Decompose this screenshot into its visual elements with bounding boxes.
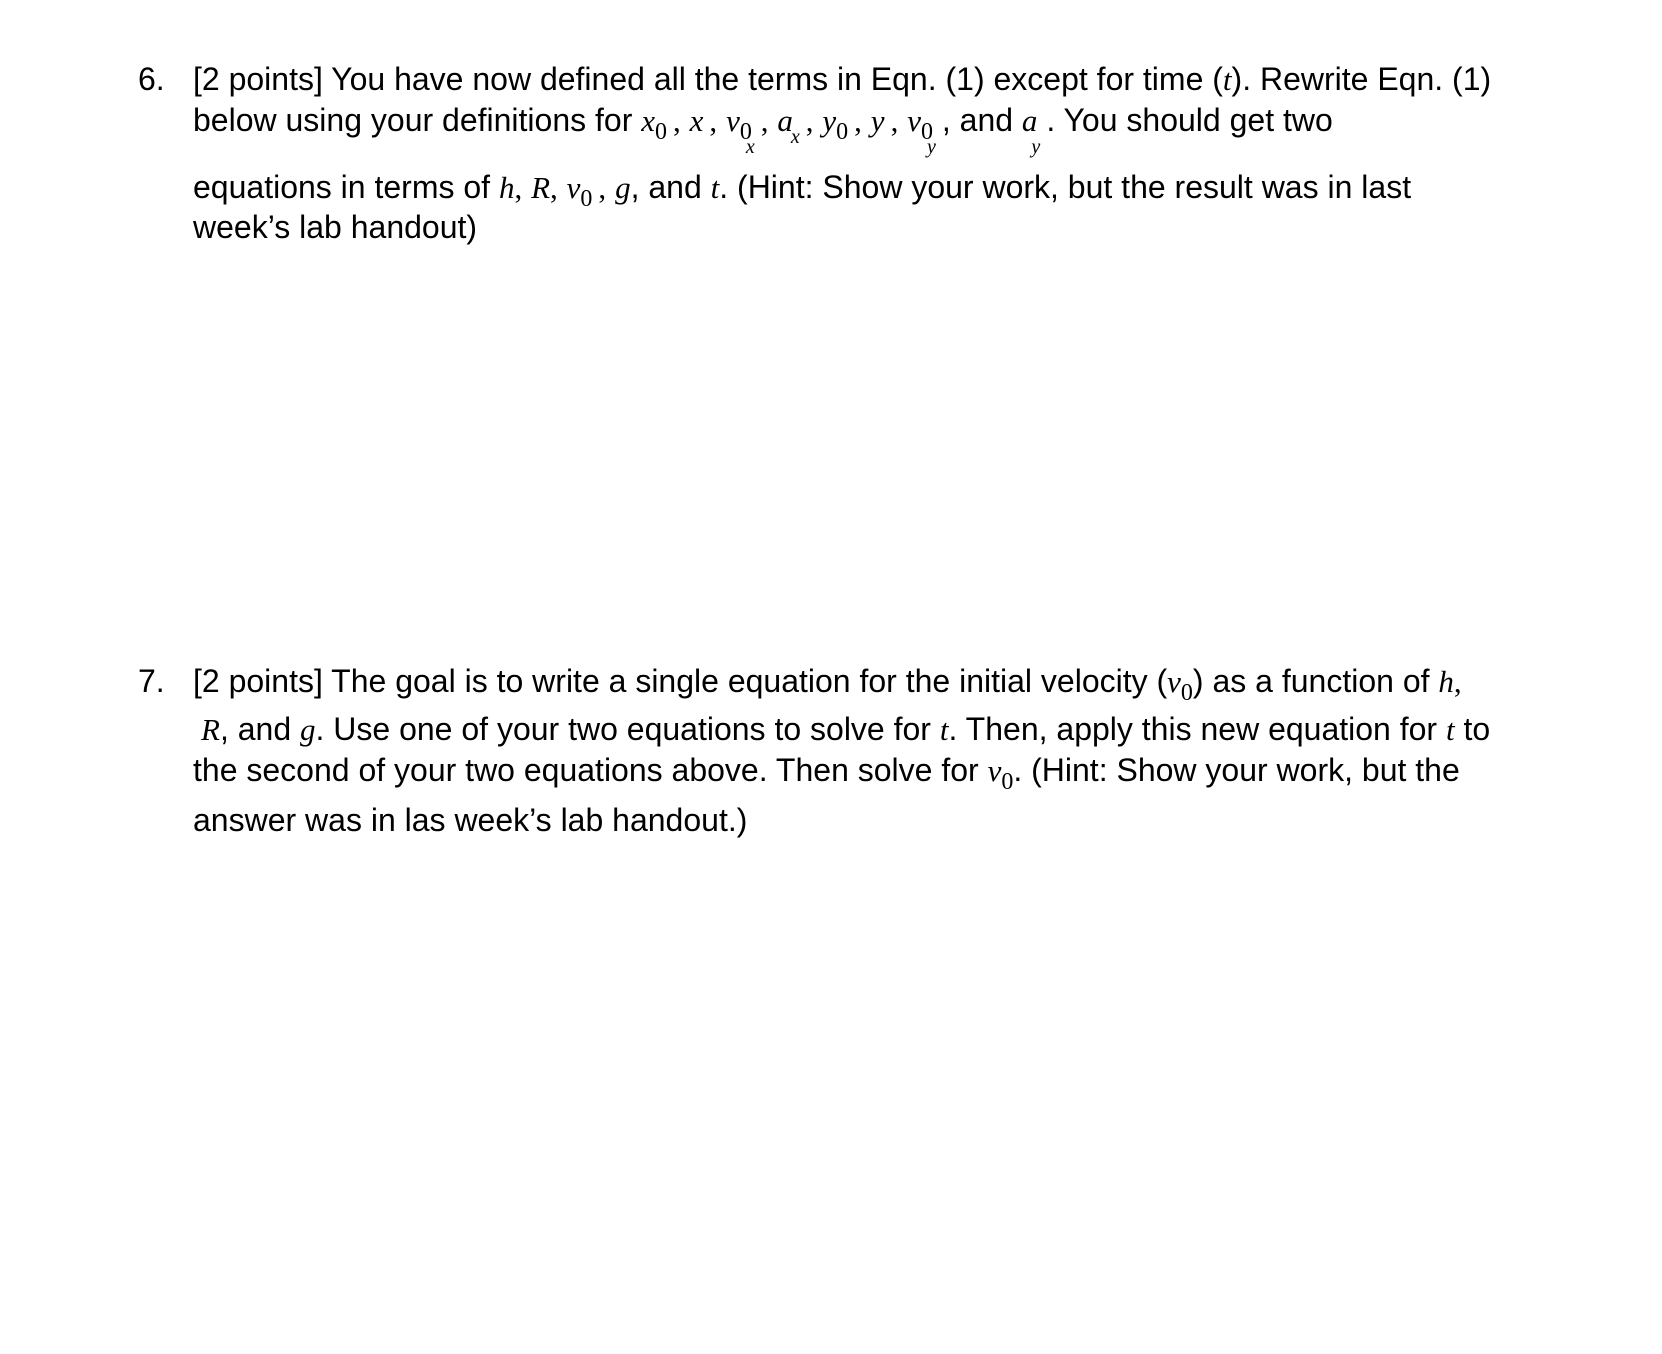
question-text: ) as a function of xyxy=(1192,663,1430,699)
math-subscript-y: y xyxy=(926,136,936,158)
question-number: 6. xyxy=(138,61,165,97)
question-text: . Use one of your two equations to solve for xyxy=(315,711,931,747)
math-v: v xyxy=(907,103,921,138)
math-comma: , xyxy=(709,103,718,138)
question-text: below using your definitions for xyxy=(193,102,633,138)
question-text: . (Hint: Show your work, but the result was in last xyxy=(719,169,1412,205)
math-R: R xyxy=(201,712,220,747)
question-7-line-1 xyxy=(193,660,1462,706)
math-subscript-0: 0 xyxy=(920,119,933,145)
math-subscript-0: 0 xyxy=(1001,769,1014,795)
math-t: t xyxy=(710,170,720,205)
question-text: . You should get two xyxy=(1046,102,1333,138)
math-y: y xyxy=(822,103,837,138)
math-comma: , xyxy=(550,170,558,205)
question-text: [2 points] The goal is to write a single equation for the initial velocity ( xyxy=(193,663,1168,699)
question-text: ). Rewrite Eqn. (1) xyxy=(1231,61,1492,97)
math-comma: , xyxy=(890,103,899,138)
math-comma: , xyxy=(1453,664,1462,699)
math-v: v xyxy=(726,103,740,138)
math-x: x xyxy=(641,103,656,138)
question-text: answer was in las week’s lab handout.) xyxy=(193,802,748,838)
math-t: t xyxy=(939,712,949,747)
math-subscript-0: 0 xyxy=(580,186,593,212)
question-text: , and xyxy=(941,102,1014,138)
math-x: x xyxy=(689,103,704,138)
math-comma: , xyxy=(854,103,862,138)
math-t: t xyxy=(1445,712,1455,747)
math-v: v xyxy=(566,170,581,205)
question-text: the second of your two equations above. Then solve for xyxy=(193,752,979,788)
math-subscript-x: x xyxy=(745,136,755,158)
question-number: 7. xyxy=(138,663,165,699)
math-comma: , xyxy=(760,103,769,138)
math-comma: , xyxy=(514,170,523,205)
math-a: a xyxy=(1021,103,1038,138)
math-g: g xyxy=(300,712,316,747)
math-comma: , xyxy=(805,103,814,138)
math-subscript-0: 0 xyxy=(836,119,849,145)
math-t: t xyxy=(1222,62,1232,97)
math-subscript-0: 0 xyxy=(739,119,752,145)
math-subscript-0: 0 xyxy=(655,119,668,145)
question-7-line-3 xyxy=(193,749,1460,795)
question-text: , and xyxy=(630,169,702,205)
math-h: h xyxy=(498,170,515,205)
math-v: v xyxy=(1167,664,1181,699)
question-text: [2 points] You have now defined all the terms in Eqn. (1) except for time ( xyxy=(193,61,1223,97)
math-comma: , xyxy=(598,170,607,205)
math-subscript-y: y xyxy=(1031,136,1041,158)
math-v: v xyxy=(987,753,1002,788)
question-text: . Then, apply this new equation for xyxy=(948,711,1438,747)
question-text: . (Hint: Show your work, but the xyxy=(1013,752,1460,788)
question-text: , and xyxy=(219,711,292,747)
math-h: h xyxy=(1438,664,1454,699)
question-7-line-4 xyxy=(193,799,747,841)
math-R: R xyxy=(531,170,551,205)
math-comma: , xyxy=(673,103,681,138)
question-6-line-1 xyxy=(193,58,1491,101)
question-text: to xyxy=(1463,711,1491,747)
question-text: week’s lab handout) xyxy=(193,209,478,245)
math-subscript-x: x xyxy=(790,126,800,148)
question-6-line-2 xyxy=(193,99,1333,158)
question-7-line-2 xyxy=(201,708,1490,751)
math-g: g xyxy=(615,170,631,205)
math-subscript-0: 0 xyxy=(1180,680,1193,706)
question-6-line-4 xyxy=(193,206,477,248)
question-text: equations in terms of xyxy=(193,169,491,205)
math-a: a xyxy=(777,103,793,138)
math-y: y xyxy=(870,103,885,138)
